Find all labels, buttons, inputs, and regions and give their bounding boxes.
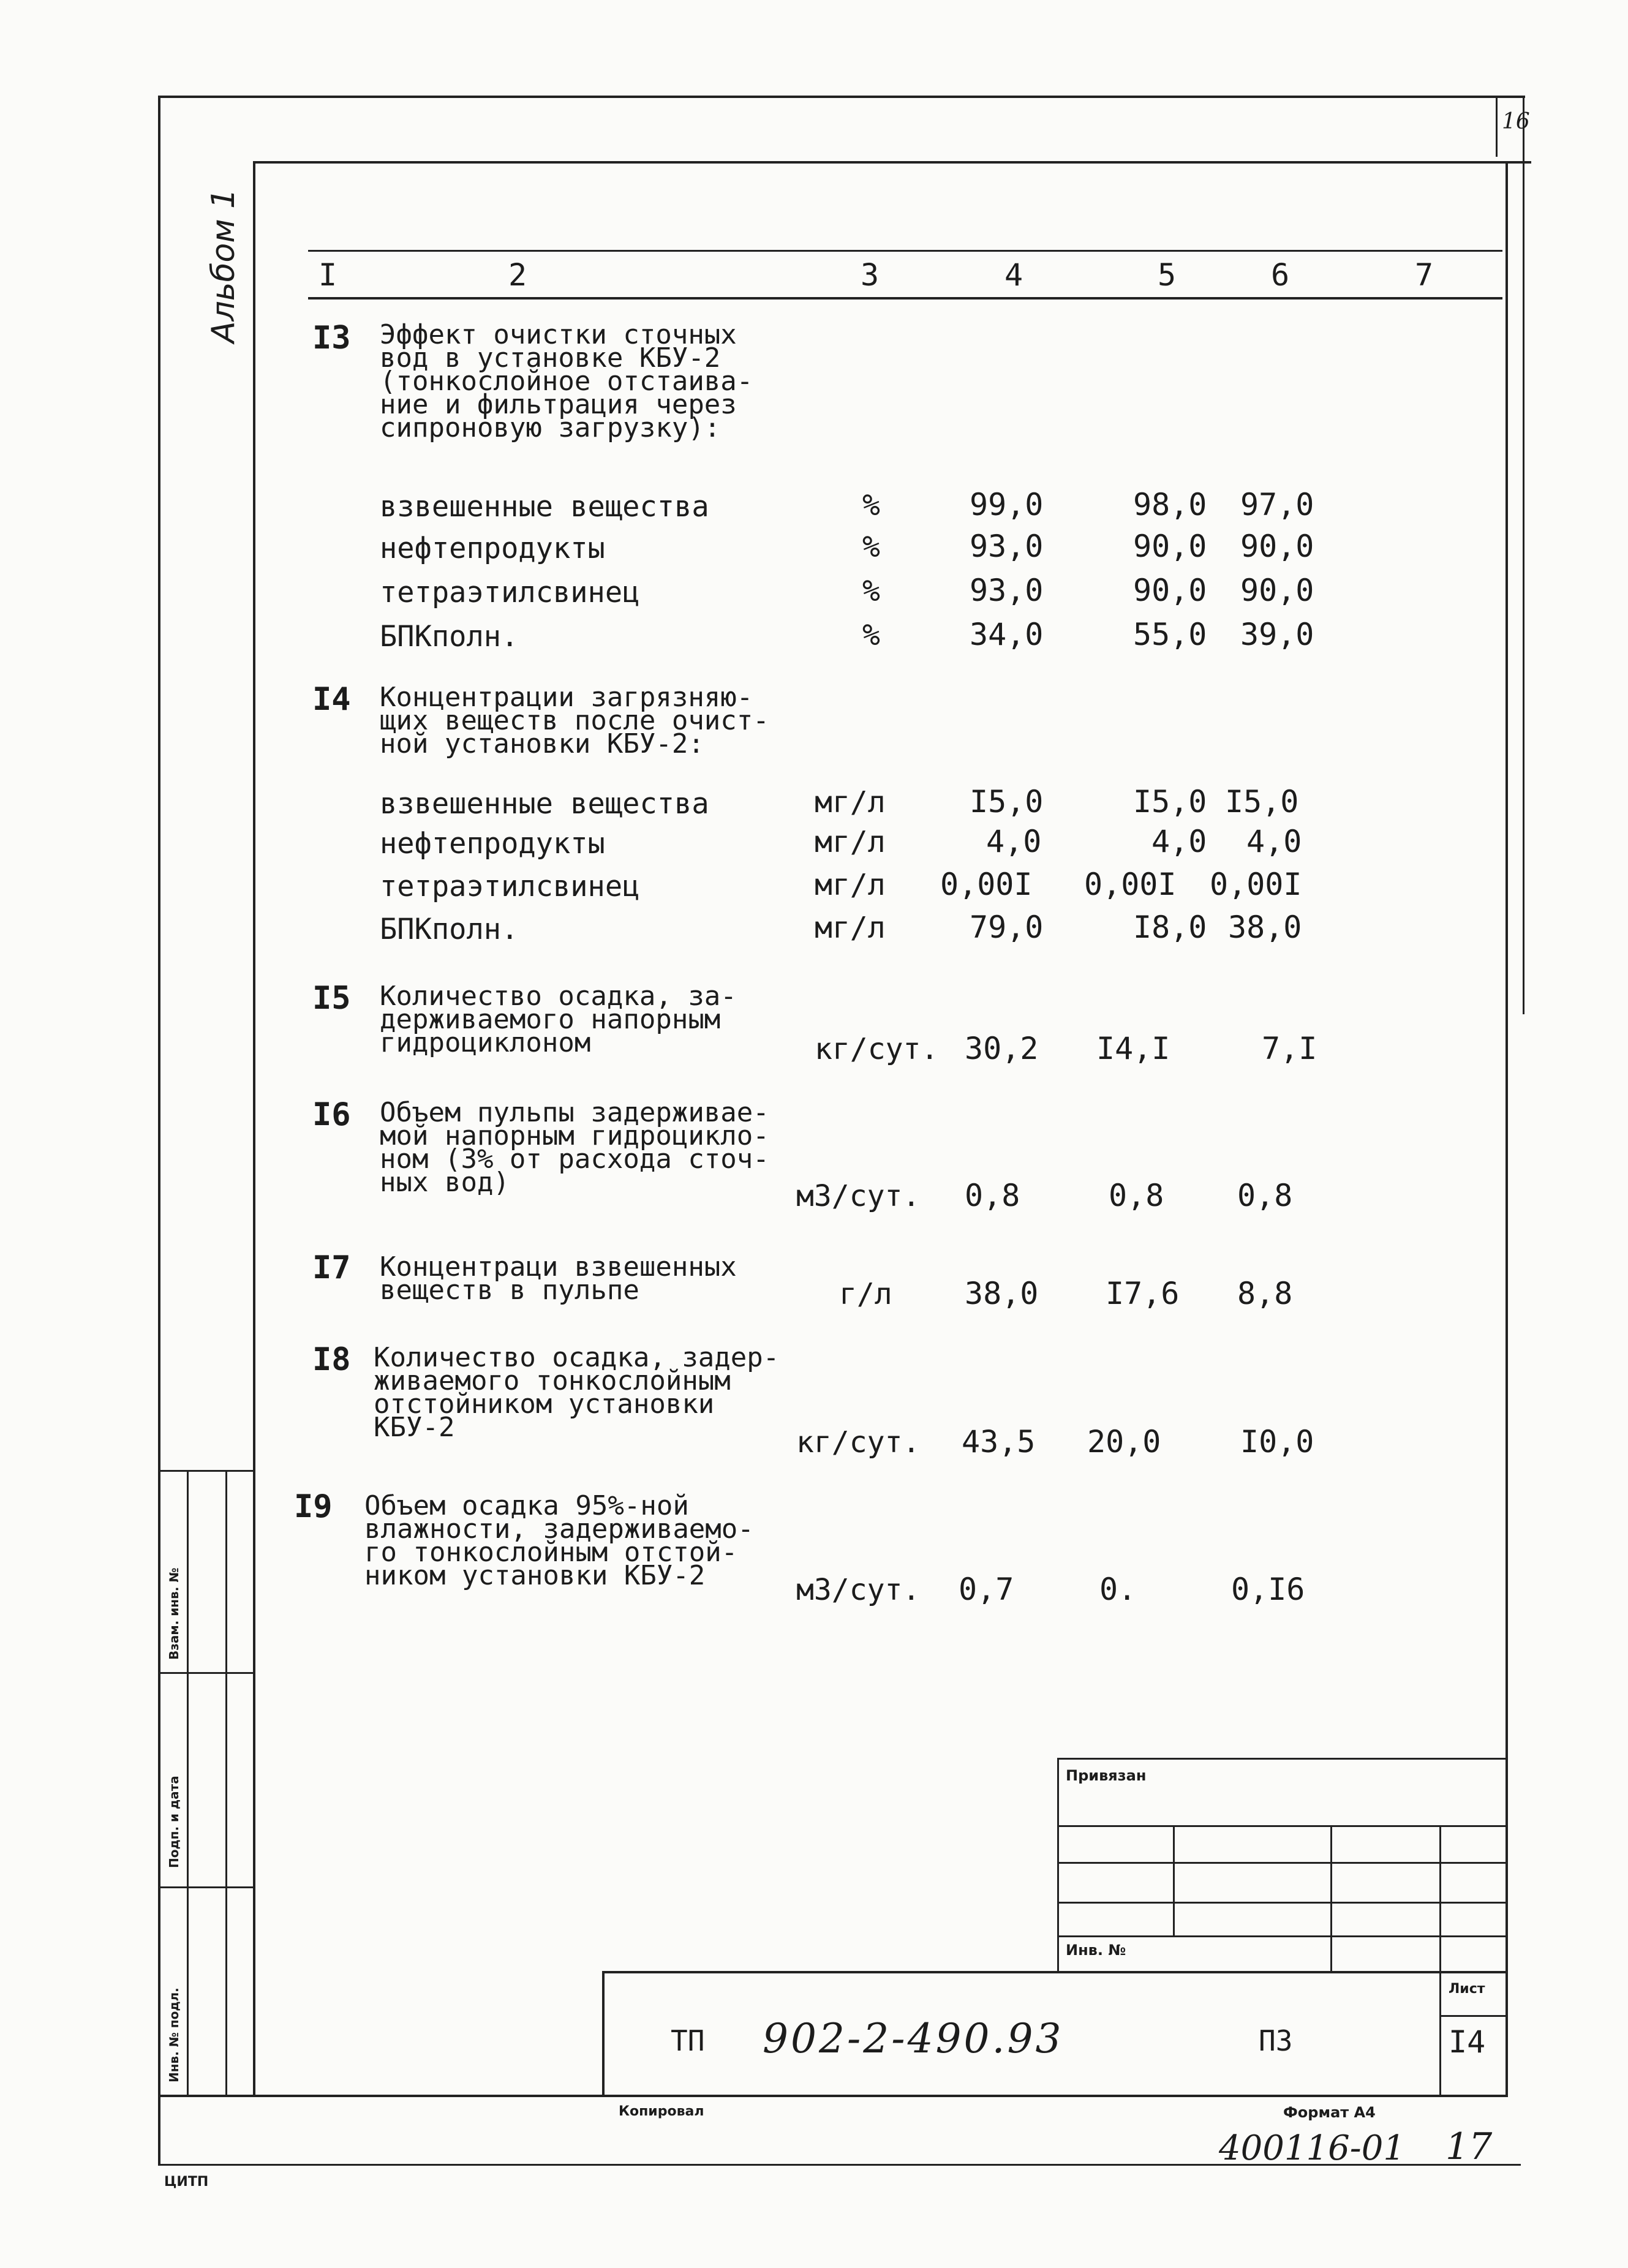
row-number: I5: [312, 980, 351, 1017]
column-header-1: I: [318, 257, 337, 293]
subrow-unit: %: [862, 574, 880, 608]
title-block-left: [602, 1971, 605, 2096]
row-unit: м3/сут.: [796, 1573, 921, 1607]
subrow-value-6: 38,0: [1228, 910, 1302, 945]
stamp-privyazan-label: Привязан: [1066, 1767, 1147, 1784]
column-header-2: 2: [508, 257, 527, 293]
subrow-label: БПКполн.: [380, 620, 519, 654]
subrow-label: взвешенные вещества: [380, 787, 709, 821]
row-value-4: 38,0: [965, 1276, 1039, 1311]
subrow-value-6: 0,00I: [1210, 867, 1302, 902]
subrow-value-6: 90,0: [1240, 529, 1314, 564]
subrow-value-6: 97,0: [1240, 487, 1314, 522]
row-value-5: 20,0: [1087, 1424, 1161, 1460]
row-number: I7: [312, 1249, 351, 1286]
footer-archive-code: 400116-01: [1219, 2128, 1405, 2168]
footer-format: Формат А4: [1283, 2104, 1376, 2121]
column-header-4: 4: [1004, 257, 1023, 293]
subrow-value-5: 0,00I: [1084, 867, 1177, 902]
margin-label-podp: Подп. и дата: [167, 1776, 181, 1868]
row-description: Объем пульпы задерживае- мой напорным гидроцикло- ном (3% от расхода сточ- ных вод): [380, 1097, 769, 1198]
row-value-4: 0,8: [965, 1178, 1020, 1213]
column-header-3: 3: [861, 257, 880, 293]
row-value-5: 0,8: [1109, 1178, 1164, 1213]
stamp-privyazan-top: [1058, 1758, 1507, 1760]
outer-border-top: [159, 96, 1525, 98]
row-number: I6: [312, 1096, 351, 1133]
column-header-5: 5: [1158, 257, 1177, 293]
sheet-label: Лист: [1449, 1981, 1485, 1997]
subrow-value-4: 79,0: [970, 910, 1044, 945]
subrow-unit: мг/л: [815, 785, 886, 819]
subrow-unit: мг/л: [815, 911, 886, 945]
footer-kopiroval: Копировал: [619, 2104, 704, 2119]
row-value-6: 0,I6: [1231, 1572, 1305, 1607]
margin-label-inv-podl: Инв. № подл.: [167, 1987, 181, 2082]
subrow-label: нефтепродукты: [380, 532, 605, 565]
outer-border-left: [158, 96, 160, 2166]
doc-code: ТП: [671, 2024, 705, 2057]
subrow-value-4: 93,0: [970, 573, 1044, 608]
row-value-5: 0.: [1099, 1572, 1137, 1607]
margin-line-1: [187, 1470, 189, 2096]
subrow-value-5: 98,0: [1133, 487, 1207, 522]
stamp-grid-v3: [1439, 1825, 1441, 2095]
row-description: Концентраци взвешенных веществ в пульпе: [380, 1251, 737, 1306]
doc-number: 902-2-490.93: [763, 2015, 1064, 2062]
subrow-value-6: 4,0: [1246, 824, 1302, 859]
stamp-inv-label: Инв. №: [1066, 1942, 1126, 1959]
subrow-value-5: 4,0: [1151, 824, 1207, 859]
subrow-value-4: 0,00I: [940, 867, 1033, 902]
frame-left: [253, 161, 255, 2097]
subrow-value-5: I8,0: [1133, 910, 1207, 945]
subrow-unit: %: [862, 488, 880, 522]
page-number-box-left: [1496, 96, 1498, 157]
sheet-label-divider: [1439, 2015, 1507, 2017]
row-value-5: I4,I: [1096, 1031, 1170, 1066]
row-description: Эффект очистки сточных вод в установке КБУ-2 (тонкослойное отстаива- ние и фильтрация через сипроновую загрузку):: [380, 319, 753, 443]
frame-bottom: [159, 2095, 1508, 2097]
title-block-top: [603, 1971, 1507, 1973]
row-value-4: 43,5: [962, 1424, 1036, 1460]
sheet-number: I4: [1449, 2024, 1486, 2060]
row-value-4: 30,2: [965, 1031, 1039, 1066]
subrow-value-4: 34,0: [970, 617, 1044, 652]
row-description: Концентрации загрязняю- щих веществ после очист- ной установки КБУ-2:: [380, 682, 769, 759]
subrow-unit: мг/л: [815, 825, 886, 859]
footer-page: 17: [1445, 2125, 1493, 2168]
subrow-value-5: 55,0: [1133, 617, 1207, 652]
frame-right: [1506, 161, 1508, 2097]
column-header-6: 6: [1271, 257, 1290, 293]
subrow-value-4: 99,0: [970, 487, 1044, 522]
subrow-label: взвешенные вещества: [380, 490, 709, 524]
column-header-7: 7: [1415, 257, 1434, 293]
outer-page-number: 16: [1502, 109, 1530, 134]
row-unit: кг/сут.: [796, 1425, 921, 1460]
margin-hline-2: [158, 1672, 254, 1674]
frame-top: [254, 161, 1531, 164]
subrow-label: тетраэтилсвинец: [380, 870, 640, 903]
row-description: Объем осадка 95%-ной влажности, задерживаемо- го тонкослойным отстой- ником установки КБУ-2: [364, 1490, 754, 1591]
subrow-value-4: 93,0: [970, 529, 1044, 564]
subrow-unit: %: [862, 618, 880, 652]
row-number: I3: [312, 320, 351, 356]
subrow-value-4: 4,0: [986, 824, 1042, 859]
row-unit: г/л: [839, 1277, 892, 1311]
footer-bottom-left: ЦИТП: [164, 2174, 209, 2190]
row-number: I9: [294, 1488, 333, 1525]
subrow-value-6: I5,0: [1225, 784, 1299, 819]
subrow-value-5: I5,0: [1133, 784, 1207, 819]
stamp-grid-v2: [1330, 1825, 1332, 1972]
row-value-5: I7,6: [1106, 1276, 1180, 1311]
subrow-value-5: 90,0: [1133, 573, 1207, 608]
subrow-unit: мг/л: [815, 868, 886, 902]
table-header-bottom: [308, 297, 1502, 300]
subrow-value-5: 90,0: [1133, 529, 1207, 564]
row-number: I8: [312, 1341, 351, 1378]
subrow-label: нефтепродукты: [380, 827, 605, 861]
margin-hline-3: [158, 1886, 254, 1888]
row-description: Количество осадка, за- держиваемого напорным гидроциклоном: [380, 981, 737, 1058]
row-number: I4: [312, 681, 351, 718]
subrow-value-6: 39,0: [1240, 617, 1314, 652]
doc-type: ПЗ: [1259, 2024, 1293, 2057]
subrow-unit: %: [862, 530, 880, 564]
row-value-6: 8,8: [1237, 1276, 1293, 1311]
margin-hline-1: [158, 1470, 254, 1472]
row-value-4: 0,7: [959, 1572, 1014, 1607]
subrow-label: тетраэтилсвинец: [380, 576, 640, 609]
row-value-6: 0,8: [1237, 1178, 1293, 1213]
margin-line-2: [225, 1470, 227, 2096]
stamp-privyazan-left: [1057, 1758, 1059, 1971]
margin-label-vzam: Взам. инв. №: [167, 1567, 181, 1660]
row-description: Количество осадка, задер- живаемого тонкослойным отстойником установки КБУ-2: [374, 1342, 780, 1443]
subrow-value-6: 90,0: [1240, 573, 1314, 608]
row-unit: кг/сут.: [815, 1032, 939, 1066]
table-header-top: [308, 250, 1502, 252]
subrow-label: БПКполн.: [380, 913, 519, 946]
row-value-6: 7,I: [1262, 1031, 1317, 1066]
row-unit: м3/сут.: [796, 1179, 921, 1213]
stamp-grid-v1: [1173, 1825, 1175, 1935]
outer-border-right: [1523, 96, 1524, 1014]
subrow-value-4: I5,0: [970, 784, 1044, 819]
side-stamp-album: Альбом 1: [205, 188, 242, 343]
row-value-6: I0,0: [1240, 1424, 1314, 1460]
